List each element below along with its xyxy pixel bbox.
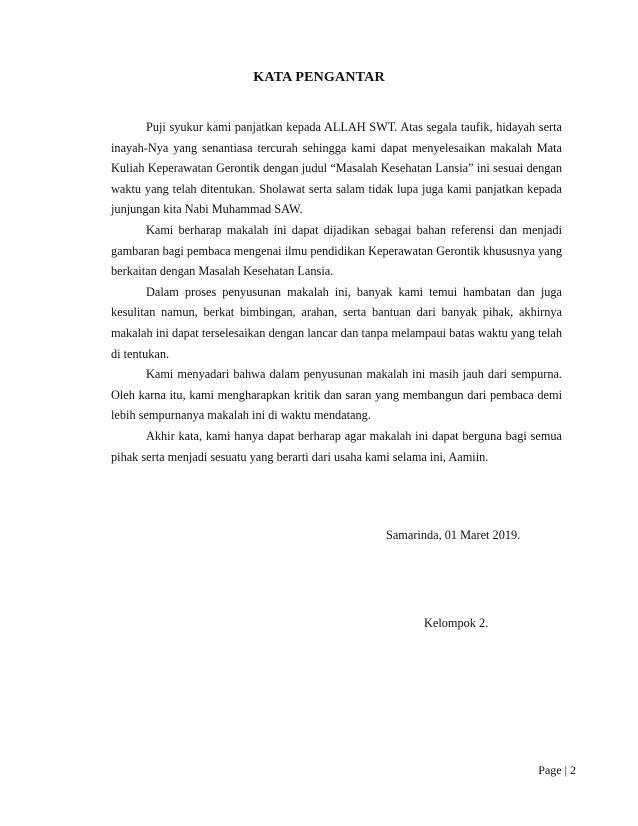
paragraph-4: Kami menyadari bahwa dalam penyusunan makalah ini masih jauh dari sempurna. Oleh karna itu, kami mengharapkan kritik dan saran yang membangun dari pembaca demi lebih sempurnanya makalah ini di waktu mendatang. xyxy=(111,367,562,423)
paragraph-3: Dalam proses penyusunan makalah ini, banyak kami temui hambatan dan juga kesulitan namun, berkat bimbingan, arahan, serta bantuan dari banyak pihak, akhirnya makalah ini dapat terselesaikan dengan lancar dan tanpa melampaui batas waktu yang telah di tentukan. xyxy=(111,284,562,361)
body-text xyxy=(111,117,562,467)
place-date: Samarinda, 01 Maret 2019. xyxy=(386,528,521,542)
signatory: Kelompok 2. xyxy=(424,616,489,630)
page-title: KATA PENGANTAR xyxy=(253,70,385,85)
paragraph-5: Akhir kata, kami hanya dapat berharap agar makalah ini dapat berguna bagi semua pihak serta menjadi sesuatu yang berarti dari usaha kami selama ini, Aamiin. xyxy=(111,428,562,464)
paragraph-2: Kami berharap makalah ini dapat dijadikan sebagai bahan referensi dan menjadi gambaran bagi pembaca mengenai ilmu pendidikan Keperawatan Gerontik khususnya yang berkaitan dengan Masalah Kesehatan Lansia. xyxy=(111,222,562,279)
page-number: Page | 2 xyxy=(538,763,576,777)
paragraph-1: Puji syukur kami panjatkan kepada ALLAH SWT. Atas segala taufik, hidayah serta inayah-Nya yang senantiasa tercurah sehingga kami dapat menyelesaikan makalah Mata Kuliah Keperawatan Gerontik dengan judul “Masalah Kesehatan Lansia” ini sesuai dengan waktu yang telah ditentukan. Sholawat serta salam tidak lupa juga kami panjatkan kepada junjungan kita Nabi Muhammad SAW. xyxy=(111,120,562,217)
